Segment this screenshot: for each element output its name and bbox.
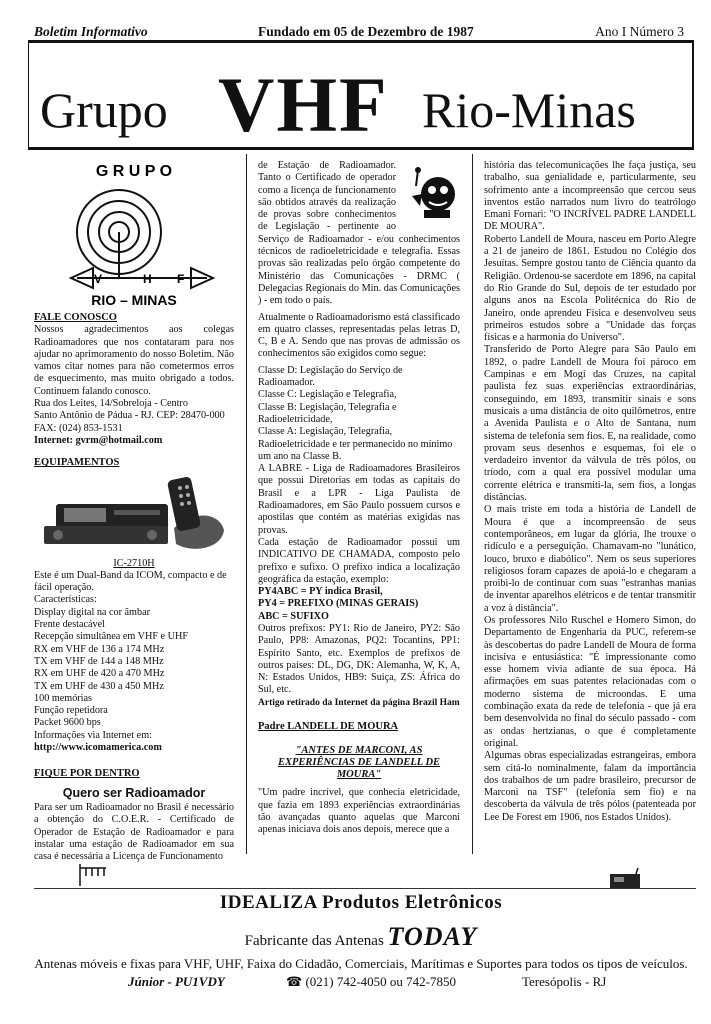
fique-por-dentro-heading: FIQUE POR DENTRO <box>34 768 140 780</box>
logo-letter-v: V <box>94 272 103 286</box>
class-a: Classe A: Legislação, Telegrafia, Radioeletricidade e ter permanecido no mínimo um ano na Classe B. <box>258 426 453 462</box>
logo-letter-f: F <box>177 272 185 286</box>
radio-description: Este é um Dual-Band da ICOM, compacto e de fácil operação. <box>34 569 227 594</box>
ad-phone: ☎ (021) 742-4050 ou 742-7850 <box>286 974 457 989</box>
spec-line: Função repetidora <box>34 705 108 717</box>
logo-letter-h: H <box>143 272 152 286</box>
indicativo-paragraph: Cada estação de Radioamador possui um INDICATIVO DE CHAMADA, composto pelo prefixo e sufixo. O prefixo indica a localização geográfica da estação, exemplo: <box>258 536 460 585</box>
landell-paragraph-2: Roberto Landell de Moura, nasceu em Porto Alegre a 21 de janeiro de 1861. Estudou no Colégio dos Jesuítas. Sempre gostou tanto de Ciência quanto da Religião. Ordenou-se sacerdote em 1896, na capital do Rio Grande do Sul, depois de ter estudado por alguns anos na Escola Politécnica do Rio de Janeiro, onde aprendeu Física e desenvolveu seus primeiros estudos sobre a "Unidade das forças físicas e a harmonia do Universo". <box>484 233 696 344</box>
landell-intro: "Um padre incrível, que conhecia eletricidade, que fazia em 1893 experiências extraordinárias tão avançadas quanto aquelas que Marconi apenas iniciava dois anos depois, merece que a <box>258 787 460 836</box>
fale-conosco-heading: FALE CONOSCO <box>34 312 117 323</box>
fax-number: FAX: (024) 853-1531 <box>34 422 123 434</box>
marconi-headline: "ANTES DE MARCONI, AS EXPERIÊNCIAS DE LANDELL DE MOURA" <box>277 745 441 781</box>
equipamentos-heading: EQUIPAMENTOS <box>34 457 120 469</box>
ad-brand: TODAY <box>387 922 478 951</box>
ad-city: Teresópolis - RJ <box>522 974 607 989</box>
labre-paragraph: A LABRE - Liga de Radioamadores Brasileiros que possui Diretorias em todas as capitais do Brasil e a LPR - Liga Paulista de Radioamadores, em São Paulo possuem cursos e apostilas que contém as matérias exigidas nas provas. <box>258 463 460 536</box>
licensing-paragraph: de Estação de Radioamador. Tanto o Certificado de operador como a licença de funcionamento são obtidos através da realização de provas sobre conhecimentos de Legislação - pertinente ao Serviço de Radioamador - e/ou conhecimentos técnicos de radioeletricidade e telegrafia. Essas provas são realizadas pelo órgão competente do Ministério das Comunicações - DRMC ( Delegacias Regionais do Min. das Comunicações ) - em todo o país. <box>258 160 460 307</box>
founded-date: Fundado em 05 de Dezembro de 1987 <box>258 24 474 39</box>
prefixes-paragraph: Outros prefixos: PY1: Rio de Janeiro, PY2: São Paulo, PP8: Amazonas, PQ2: Tocantins, PP1: Espírito Santo, etc. Exemplos de prefixos de outros países: DL, DG, DK: Alemanha, W, K, A, N: Estados Unidos, HB9: Suiça, ZS: África do Sul, etc. <box>258 622 460 696</box>
spec-line: Packet 9600 bps <box>34 717 101 729</box>
page-title <box>40 50 690 150</box>
antenna-icon <box>76 862 110 893</box>
ad-tagline <box>28 922 694 952</box>
title-grupo: Grupo <box>40 82 168 138</box>
spec-line: Características: <box>34 594 97 606</box>
spec-line: TX em UHF de 430 a 450 MHz <box>34 680 164 692</box>
landell-paragraph-5: Os professores Nilo Ruschel e Homero Simon, do Departamento de Engenharia da PUC, referem-se às descobertas do padre Landell de Moura de forma incisiva e entusiástica: "É impressionante como esse homem vivia adiante de sua época. Há afirmações em suas patentes relacionadas com o moderno sistema de microondas. E uma combinação exata da rede de telefonia - que já era bem desenvolvida no final do século passado - com as ondas hertzianas, o que é completamente original. <box>484 614 696 749</box>
spec-line: RX em VHF de 136 a 174 MHz <box>34 643 165 655</box>
spec-line: Display digital na cor âmbar <box>34 606 150 618</box>
column-divider <box>246 154 247 854</box>
quero-ser-radioamador-heading: Quero ser Radioamador <box>62 785 206 800</box>
issue-number: Ano I Número 3 <box>595 24 684 39</box>
radio-illustration <box>34 470 234 558</box>
cartoon-figure <box>402 166 460 224</box>
example-2: PY4 = PREFIXO (MINAS GERAIS) <box>258 598 419 610</box>
spec-line: Recepção simultânea em VHF e UHF <box>34 631 189 643</box>
class-b: Classe B: Legislação, Telegrafia e Radioeletricidade, <box>258 401 397 425</box>
address-line-2: Santo Antônio de Pádua - RJ. CEP: 28470-000 <box>34 410 225 422</box>
landell-paragraph-3: Transferido de Porto Alegre para São Paulo em 1892, o padre Landell de Moura foi pároco em Campinas e em Mogi das Cruzes, na capital paulista fez suas experiências extraordinárias, conseguindo, em 1893, transmitir sinais e sons musicais a uma distância de oito quilômetros, entre a Avenida Paulista e o Alto de Santana, num sistema de telefonia sem fios. E, na realidade, como provam seus desenhos e esquemas, foi ele o verdadeiro inventor da válvula de três pólos, ou tríodo, com a qual era possível modular uma corrente elétrica e transmiti-la, sem fios, a longas distâncias. <box>484 344 696 504</box>
spec-line: TX em VHF de 144 a 148 MHz <box>34 655 164 667</box>
column-right <box>484 160 696 824</box>
spec-line: Frente destacável <box>34 619 105 631</box>
column-left <box>34 160 234 863</box>
masthead-bar <box>28 24 694 39</box>
radio-small-icon <box>608 868 642 895</box>
logo-graphic <box>49 160 219 310</box>
ad-products: Antenas móveis e fixas para VHF, UHF, Faixa do Cidadão, Comerciais, Marítimas e Suportes para todos os tipos de veículos. <box>34 956 688 971</box>
ad-fabricante: Fabricante das Antenas <box>244 933 384 949</box>
group-logo <box>49 160 219 310</box>
newsletter-label: Boletim Informativo <box>34 24 148 39</box>
title-vhf: VHF <box>218 61 389 148</box>
landell-paragraph-1: história das telecomunicações lhe faça justiça, seu trabalho, sua genialidade e, particularmente, seu sofrimento ante a incompreensão que cercou seus inventos estão narrados num livro do teatrólogo Emani Fornari: "O INCRÍVEL PADRE LANDELL DE MOURA". <box>484 160 696 233</box>
classes-intro: Atualmente o Radioamadorismo está classificado em quatro classes, representadas pelas letras D, C, B e A. Sendo que nas provas de admissão os conhecimentos são exigidos como segue: <box>258 311 460 360</box>
fale-conosco-text: Nossos agradecimentos aos colegas Radioamadores que nos contataram para nos ajudar no aprimoramento do nosso Boletim. Não vamos citar nomes para não cometermos erros de esquecimento, mas muito obrigado a todos. Continuem falando conosco. <box>34 324 234 397</box>
title-rio-minas: Rio-Minas <box>422 82 636 138</box>
padre-landell-heading: Padre LANDELL DE MOURA <box>258 721 399 733</box>
landell-paragraph-4: O mais triste em toda a história de Landell de Moura é que a incompreensão de seus contemporâneos, em lugar da glória, lhe trouxe o ridículo e a perseguição. Chamavam-no "lunático, louco, bruxo e diabólico". Nem os seus superiores religiosos foram capazes de apoiá-lo e chegaram a proibi-lo de continuar com suas "estranhas manias de inventar aparelhos elétricos e de tentar transmitir a voz à distância". <box>484 504 696 614</box>
ad-contact-line <box>28 974 694 990</box>
example-1: PY4ABC = PY indica Brasil, <box>258 586 383 598</box>
internet-email: Internet: gvrm@hotmail.com <box>34 434 163 446</box>
footer-divider <box>34 888 696 889</box>
address-line-1: Rua dos Leites, 14/Sobreloja - Centro <box>34 398 188 410</box>
quero-ser-text: Para ser um Radioamador no Brasil é necessário a obtenção do C.O.E.R. - Certificado de Operador de Estação de Radioamador e para instalar uma estação de Radioamador em sua casa é necessária a Licença de Funcionamento <box>34 801 234 863</box>
article-source: Artigo retirado da Internet da página Brazil Ham <box>258 697 460 708</box>
advertisement <box>28 892 694 990</box>
ad-company: IDEALIZA Produtos Eletrônicos <box>219 892 503 913</box>
example-3: ABC = SUFIXO <box>258 610 329 622</box>
spec-line: 100 memórias <box>34 692 93 704</box>
icom-url: http://www.icomamerica.com <box>34 742 162 754</box>
spec-line: RX em UHF de 420 a 470 MHz <box>34 668 165 680</box>
cartoon-illustration <box>402 166 460 224</box>
radio-model: IC-2710H <box>113 557 155 569</box>
class-d: Classe D: Legislação do Serviço de Radioamador. <box>258 364 403 389</box>
landell-paragraph-6: Algumas obras especializadas estrangeiras, embora sem citá-lo nominalmente, falam da importância dos trabalhos de um padre brasileiro, precursor de Marconi na TSF" (telefonia sem fio) e na descoberta da válvula de três pólos (patenteada por Lee De Forest em 1906, nos Estados Unidos). <box>484 750 696 823</box>
logo-top-text: G R U P O <box>95 163 173 180</box>
logo-bottom-text: RIO – MINAS <box>91 292 177 308</box>
column-middle <box>258 160 460 837</box>
column-divider <box>472 154 473 854</box>
spec-line: Informações via Internet em: <box>34 729 152 741</box>
class-c: Classe C: Legislação e Telegrafia, <box>258 389 397 401</box>
radio-image <box>34 470 234 558</box>
ad-person: Júnior - PU1VDY <box>128 974 225 989</box>
